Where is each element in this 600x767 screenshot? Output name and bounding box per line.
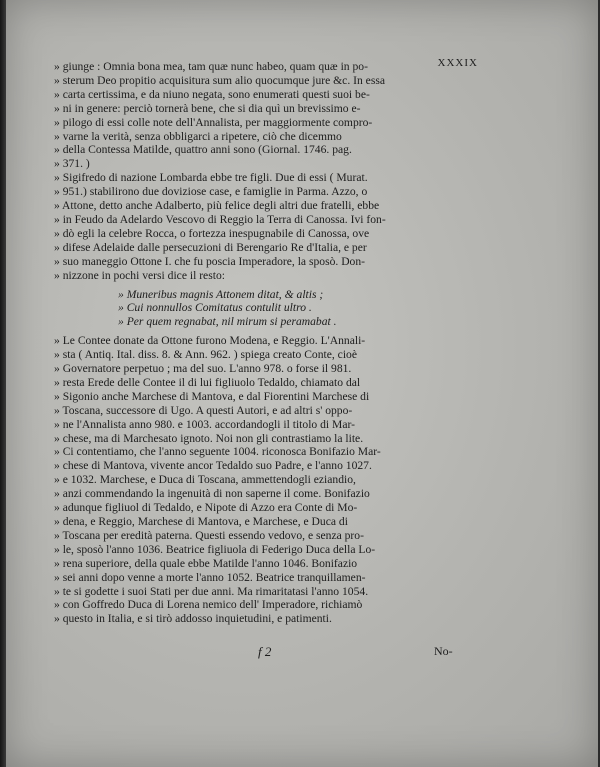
text-line: » anzi commendando la ingenuità di non saperne il come. Bonifazio: [54, 487, 370, 501]
text-line: » 951.) stabilirono due doviziose case, e famiglie in Parma. Azzo, o: [54, 185, 368, 199]
text-line: » chese, ma di Marchesato ignoto. Noi non gli contrastiamo la lite.: [54, 431, 364, 445]
text-line: » le, sposò l'anno 1036. Beatrice figliuola di Federigo Duca della Lo-: [54, 542, 376, 556]
text-line: » te si godette i suoi Stati per due anni. Ma rimaritatasi l'anno 1054.: [54, 584, 369, 598]
text-line: » con Goffredo Duca di Lorena nemico dell' Imperadore, richiamò: [54, 598, 363, 612]
text-line: » adunque figliuol di Tedaldo, e Nipote di Azzo era Conte di Mo-: [54, 501, 358, 515]
text-line: » carta certissima, e da niuno negata, sono enumerati questi suoi be-: [54, 87, 370, 101]
text-line: » questo in Italia, e si tirò addosso inquietudini, e patimenti.: [54, 612, 332, 626]
text-line: » giunge : Omnia bona mea, tam quæ nunc habeo, quam quæ in po-: [54, 60, 368, 73]
book-page: [6, 0, 598, 767]
text-line: » Cui nonnullos Comitatus contulit ultro .: [118, 301, 312, 315]
text-line: » nizzone in pochi versi dice il resto:: [54, 268, 225, 282]
catchword: No-: [434, 644, 453, 658]
text-line: » Per quem regnabat, nil mirum si peramabat .: [118, 315, 337, 329]
text-line: » dena, e Reggio, Marchese di Mantova, e Marchese, e Duca di: [54, 515, 348, 528]
text-line: » Toscana per eredità paterna. Questi essendo vedovo, e senza pro-: [54, 528, 364, 542]
text-line: » sta ( Antiq. Ital. diss. 8. & Ann. 962. ) spiega creato Conte, cioè: [54, 348, 357, 362]
text-line: » 371. ): [54, 157, 90, 171]
signature-mark: f 2: [258, 644, 272, 659]
text-line: » suo maneggio Ottone I. che fu poscia Imperadore, la sposò. Don-: [54, 254, 366, 268]
text-line: » ne l'Annalista anno 980. e 1003. accordandogli il titolo di Mar-: [54, 417, 355, 431]
text-line: » varne la verità, senza obbligarci a ripetere, ciò che dicemmo: [54, 129, 342, 143]
page-number: XXXIX: [437, 57, 478, 69]
text-line: » Sigonio anche Marchese di Mantova, e dal Fiorentini Marchese di: [54, 389, 370, 403]
text-line: » in Feudo da Adelardo Vescovo di Reggio la Terra di Canossa. Ivi fon-: [54, 212, 386, 226]
text-line: » ni in genere: perciò tornerà bene, che si dia quì un brevissimo e-: [54, 101, 361, 115]
text-line: » Attone, detto anche Adalberto, più felice degli altri due fratelli, ebbe: [54, 199, 380, 213]
text-line: » e 1032. Marchese, e Duca di Toscana, ammettendogli eziandio,: [54, 473, 356, 487]
text-line: » Le Contee donate da Ottone furono Modena, e Reggio. L'Annali-: [54, 334, 366, 348]
text-line: » Governatore perpetuo ; ma del suo. L'anno 978. o forse il 981.: [54, 362, 352, 376]
text-line: » chese di Mantova, vivente ancor Tedaldo suo Padre, e l'anno 1027.: [54, 459, 372, 473]
text-line: » Sigifredo di nazione Lombarda ebbe tre figli. Due di essi ( Murat.: [54, 171, 368, 185]
verse-block: [54, 288, 474, 330]
text-line: » Toscana, successore di Ugo. A questi Autori, e ad altri s' oppo-: [54, 403, 353, 417]
text-line: » resta Erede delle Contee il di lui figliuolo Tedaldo, chiamato dal: [54, 375, 361, 389]
text-line: » difese Adelaide dalle persecuzioni di Berengario Re d'Italia, e per: [54, 240, 367, 254]
text-line: » Ci contentiamo, che l'anno seguente 1004. riconosca Bonifazio Mar-: [54, 445, 381, 459]
text-line: » Muneribus magnis Attonem ditat, & altis ;: [118, 287, 324, 301]
text-line: » rena superiore, della quale ebbe Matilde l'anno 1046. Bonifazio: [54, 556, 358, 570]
text-line: » della Contessa Matilde, quattro anni sono (Giornal. 1746. pag.: [54, 143, 352, 157]
paragraph-block-top: [54, 60, 474, 283]
paragraph-block-bottom: [54, 334, 474, 626]
text-line: » sterum Deo propitio acquisitura sum alio quocumque jure &c. In essa: [54, 73, 385, 87]
text-line: » dò egli la celebre Rocca, o fortezza inespugnabile di Canossa, ove: [54, 226, 370, 240]
text-line: » sei anni dopo venne a morte l'anno 1052. Beatrice tranquillamen-: [54, 570, 366, 584]
text-line: » pilogo di essi colle note dell'Annalista, per maggiormente compro-: [54, 115, 373, 129]
body-text: [54, 60, 474, 626]
